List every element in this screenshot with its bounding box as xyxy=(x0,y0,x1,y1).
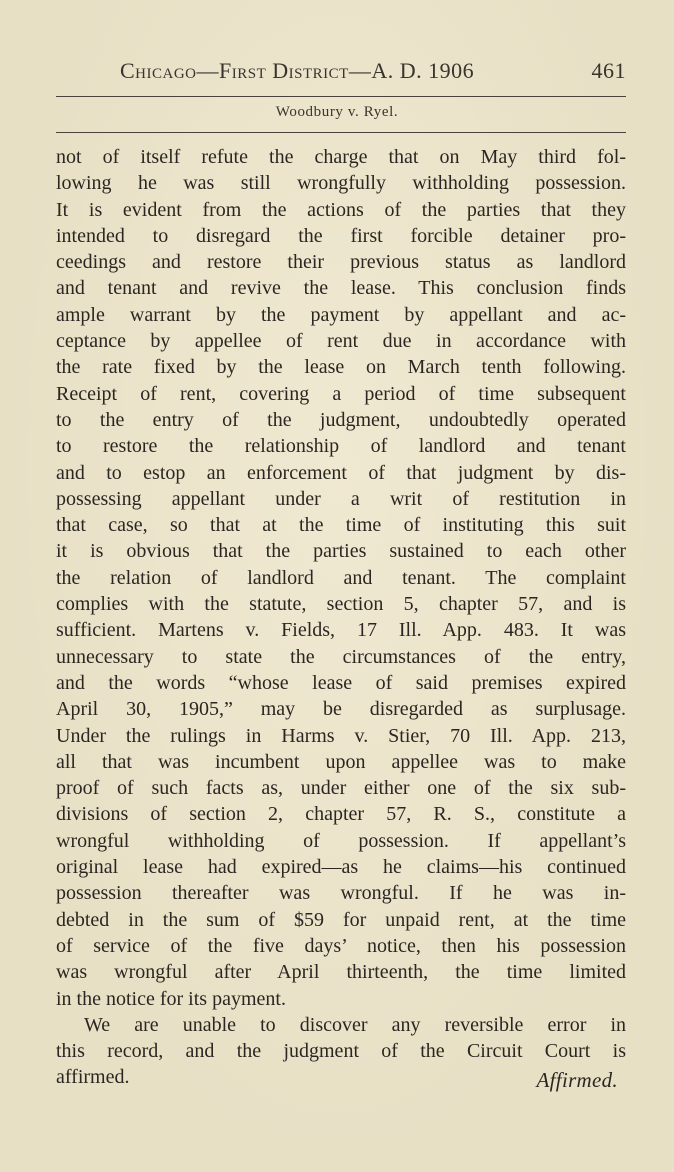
text-line: possession thereafter was wrongful. If he was in- xyxy=(56,882,626,905)
text-line: was wrongful after April thirteenth, the time limited xyxy=(56,961,626,984)
text-line: original lease had expired—as he claims—his continued xyxy=(56,856,626,879)
case-caption: Woodbury v. Ryel. xyxy=(275,104,399,120)
text-line: and tenant and revive the lease. This conclusion finds xyxy=(56,277,626,300)
text-line: to restore the relationship of landlord and tenant xyxy=(56,435,626,458)
paragraph-1 xyxy=(56,144,626,1012)
text-line: It is evident from the actions of the parties that they xyxy=(56,198,626,221)
text-line: wrongful withholding of possession. If appellant’s xyxy=(56,829,626,852)
running-head xyxy=(56,58,626,92)
running-title-dash: — xyxy=(196,58,220,83)
text-line: intended to disregard the first forcible detainer pro- xyxy=(56,224,626,247)
text-line: and to estop an enforcement of that judgment by dis- xyxy=(56,461,626,484)
text-line: all that was incumbent upon appellee was to make xyxy=(56,750,626,773)
text-line: unnecessary to state the circumstances of the entry, xyxy=(56,645,626,668)
text-line: April 30, 1905,” may be disregarded as surplusage. xyxy=(56,698,626,721)
text-line: We are unable to discover any reversible error in xyxy=(84,1013,626,1036)
text-line: ceptance by appellee of rent due in accordance with xyxy=(56,330,626,353)
text-line: it is obvious that the parties sustained to each other xyxy=(56,540,626,563)
text-line: sufficient. Martens v. Fields, 17 Ill. App. 483. It was xyxy=(56,619,626,642)
text-line: possessing appellant under a writ of restitution in xyxy=(56,487,626,510)
running-title-district: First District xyxy=(219,58,349,83)
header-rule-bottom xyxy=(56,132,626,133)
page-number: 461 xyxy=(591,58,626,83)
text-line: lowing he was still wrongfully withholding possession. xyxy=(56,172,626,195)
text-line: divisions of section 2, chapter 57, R. S., constitute a xyxy=(56,803,626,826)
text-line: and the words “whose lease of said premises expired xyxy=(56,671,626,694)
disposition: Affirmed. xyxy=(536,1068,618,1092)
text-line: the rate fixed by the lease on March tenth following. xyxy=(56,356,626,379)
text-line: ceedings and restore their previous status as landlord xyxy=(56,251,626,274)
opinion-text xyxy=(56,144,626,1091)
running-title-court: Chicago xyxy=(120,58,197,83)
text-line: the relation of landlord and tenant. The complaint xyxy=(56,566,626,589)
text-line: to the entry of the judgment, undoubtedly operated xyxy=(56,408,626,431)
text-line: Receipt of rent, covering a period of time subsequent xyxy=(56,382,626,405)
text-line: of service of the five days’ notice, then his possession xyxy=(56,934,626,957)
text-line: in the notice for its payment. xyxy=(56,987,286,1010)
text-line: debted in the sum of $59 for unpaid rent, at the time xyxy=(56,908,626,931)
text-line: Under the rulings in Harms v. Stier, 70 Ill. App. 213, xyxy=(56,724,626,747)
text-line: that case, so that at the time of instituting this suit xyxy=(56,514,626,537)
running-title-year: —A. D. 1906 xyxy=(348,58,475,83)
text-line: affirmed. xyxy=(56,1066,130,1089)
text-line: proof of such facts as, under either one of the six sub- xyxy=(56,777,626,800)
running-title xyxy=(120,58,474,84)
text-line: complies with the statute, section 5, chapter 57, and is xyxy=(56,593,626,616)
text-line: ample warrant by the payment by appellant and ac- xyxy=(56,303,626,326)
text-line: not of itself refute the charge that on May third fol- xyxy=(56,146,626,168)
header-rule-top xyxy=(56,96,626,97)
text-line: this record, and the judgment of the Circuit Court is xyxy=(56,1040,626,1063)
